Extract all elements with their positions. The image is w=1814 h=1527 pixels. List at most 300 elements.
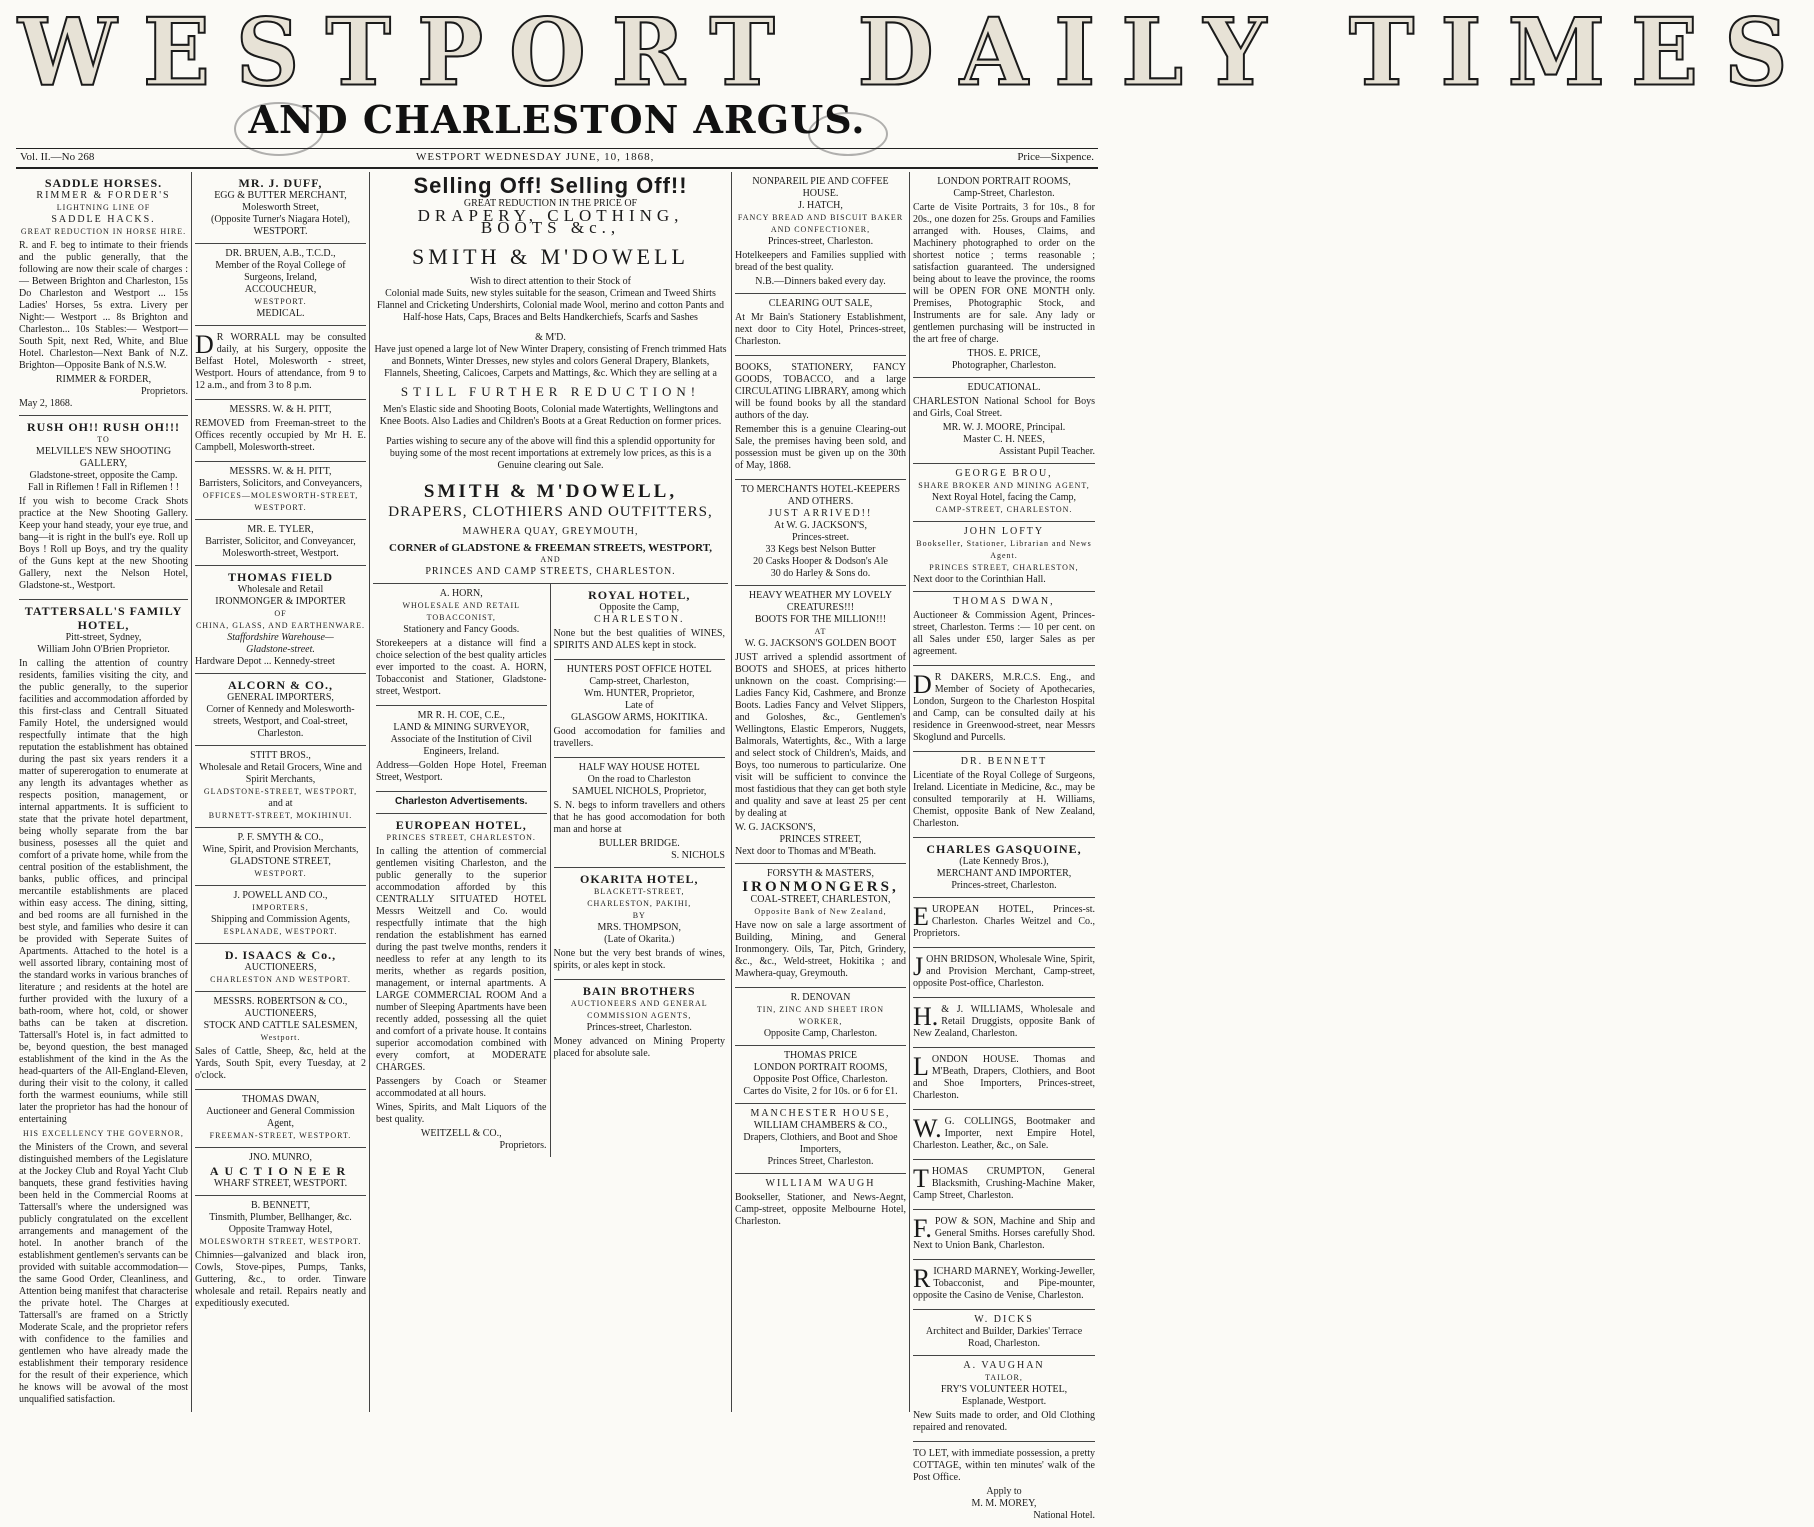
ad-body: Cartes do Visite, 2 for 10s. or 6 for £1.: [743, 1086, 898, 1097]
ad-tattersalls-hotel: [19, 600, 188, 1413]
ad-subline: and at: [268, 798, 293, 809]
ad-heading: HUNTERS POST OFFICE HOTEL: [566, 664, 712, 675]
ad-heading: SADDLE HORSES.: [44, 176, 163, 190]
ad-subline: LIGHTNING LINE OF: [56, 203, 151, 212]
ad-worrall: [195, 326, 366, 400]
issue-date: WESTPORT WEDNESDAY JUNE, 10, 1868,: [416, 151, 655, 163]
ad-proprietor: J. HATCH,: [798, 200, 843, 211]
ad-heading: J. POWELL AND CO.,: [233, 890, 328, 901]
ad-body: Barrister, Solicitor, and Conveyancer,: [205, 536, 356, 547]
ad-subline: GLASGOW ARMS, HOKITIKA.: [571, 712, 708, 723]
ad-subheading: SADDLE HACKS.: [51, 214, 156, 225]
ad-body: New Suits made to order, and Old Clothing repaired and renovated.: [913, 1410, 1095, 1433]
ad-body: R. and F. beg to intimate to their friends and the public generally, that the following are now their scale of charges :— Between Brighton and Charleston, 15s Do Charleston and Westport ... 15s Ladies' Horses, 5s extra. Livery per Night:— Westport ... 8s Brighton and Charleston... 10s Stables:— Westport—South Spit, next Red, White, and Blue Hotel. Charleston—Next Bank of N.Z. Brighton—Opposite Bank of N.S.W.: [19, 240, 188, 371]
ad-heading: DR. BRUEN, A.B., T.C.D.,: [225, 248, 336, 259]
ad-london-portrait: [913, 172, 1095, 378]
ad-body: JOHN BRIDSON, Wholesale Wine, Spirit, and Provision Merchant, Camp-street, opposite Post-office, Charleston.: [913, 952, 1095, 989]
ad-heading: HALF WAY HOUSE HOTEL: [578, 762, 700, 773]
ad-half-way-house: [554, 758, 726, 868]
ad-golden-boot: [735, 586, 906, 864]
center-left-column: [373, 584, 551, 1157]
section-heading: Charleston Advertisements.: [395, 796, 528, 807]
ad-address: Gladstone-street, opposite the Camp.: [29, 470, 178, 481]
center-sub-columns: [373, 584, 728, 1157]
ad-body: DR DAKERS, M.R.C.S. Eng., and Member of Society of Apothecaries, London, Surgeon to the Charleston Hospital and Camp, can be consulted daily at his residence in Greenwood-street, near Messrs Skoglund and Purcells.: [913, 670, 1095, 743]
ad-body: Barristers, Solicitors, and Conveyancers,: [198, 478, 363, 489]
ad-subline: GREAT REDUCTION IN HORSE HIRE.: [20, 227, 187, 236]
ad-address: Opposite Post Office, Charleston.: [753, 1074, 888, 1085]
ad-trade: GENERAL IMPORTERS,: [227, 692, 334, 703]
ad-body: REMOVED from Freeman-street to the Offices recently occupied by Mr H. E. Campbell, Molesworth-street.: [195, 418, 366, 453]
ad-body: Money advanced on Mining Property placed for absolute sale.: [553, 1036, 725, 1059]
ad-trade: LONDON PORTRAIT ROOMS,: [753, 1062, 888, 1073]
ad-address: Esplanade, Westport.: [961, 1396, 1047, 1407]
ad-role: ACCOUCHEUR,: [244, 284, 317, 295]
ad-heading: W. DICKS: [974, 1314, 1034, 1325]
ad-heading: NONPAREIL PIE AND COFFEE HOUSE.: [752, 176, 889, 199]
ad-gasquoine: [913, 838, 1095, 898]
ad-saddle-horses: [19, 172, 188, 416]
ad-bain-brothers: [554, 980, 726, 1067]
ad-body: S. N. begs to inform travellers and others that he has good accomodation for both man and horse at: [553, 800, 725, 835]
ad-heading: FORSYTH & MASTERS,: [767, 868, 874, 879]
ad-munro: [195, 1148, 366, 1196]
ad-address: BLACKETT-STREET,: [594, 887, 685, 896]
ad-heading: THOMAS FIELD: [227, 570, 333, 584]
ad-body: Storekeepers at a distance will find a choice selection of the best quality articles ever imported to the coast. A. HORN, Tobacconist and Stationer, Gladstone-street, Westport.: [376, 638, 547, 697]
ad-duff: [195, 172, 366, 244]
ad-signature: THOS. E. PRICE,: [967, 348, 1041, 359]
ad-address: ESPLANADE, WESTPORT.: [223, 927, 338, 936]
ad-trade: DRAPERS, CLOTHIERS AND OUTFITTERS,: [388, 504, 713, 520]
ad-robertson: [195, 992, 366, 1090]
ad-address: Camp-street, Charleston,: [589, 676, 690, 687]
ad-signature: M. M. MOREY,: [971, 1498, 1037, 1509]
ad-heading: R. DENOVAN: [790, 992, 851, 1003]
ad-trade: IRONMONGERS,: [742, 879, 899, 895]
ad-heading: BAIN BROTHERS: [582, 984, 696, 998]
ad-address: PRINCES STREET, CHARLESTON,: [929, 563, 1079, 572]
ad-educational: [913, 378, 1095, 464]
ad-body: None but the best qualities of WINES, SPIRITS AND ALES kept in stock.: [553, 628, 725, 651]
ad-thomas-price: [735, 1046, 906, 1104]
ad-tyler: [195, 520, 366, 566]
ad-pitt-removed: [195, 400, 366, 462]
ad-stitt: [195, 746, 366, 828]
ad-heading: ALCORN & CO.,: [228, 678, 333, 692]
ad-subline: (Late of Okarita.): [604, 934, 675, 945]
ad-address: PRINCES STREET, CHARLESTON.: [386, 833, 536, 842]
ad-waugh: [735, 1174, 906, 1235]
ad-bennett-tinsmith: [195, 1196, 366, 1317]
masthead: [0, 0, 1814, 142]
ad-heading: MESSRS. W. & H. PITT,: [229, 404, 332, 415]
ad-address: Princes-street, Charleston.: [586, 1022, 692, 1033]
ad-heading: CLEARING OUT SALE,: [768, 298, 873, 309]
ad-firm: SMITH & M'DOWELL: [412, 244, 689, 269]
ad-trade: IRONMONGER & IMPORTER: [215, 596, 346, 607]
ad-heading: MESSRS. ROBERTSON & CO.,: [213, 996, 348, 1007]
ad-role: Proprietors.: [141, 386, 188, 397]
ad-heading: ROYAL HOTEL,: [588, 588, 691, 602]
ad-williams: [913, 998, 1095, 1048]
ad-london-house: [913, 1048, 1095, 1110]
ad-trade: EGG & BUTTER MERCHANT,: [214, 190, 347, 201]
ad-address: CORNER of GLADSTONE & FREEMAN STREETS, WESTPORT,: [389, 542, 712, 554]
ad-note: Remember this is a genuine Clearing-out Sale, the premises having been sold, and possession must be given up on the 30th of May, 1868.: [735, 424, 906, 471]
ad-town: Charleston.: [257, 728, 304, 739]
ad-shooting-gallery: [19, 416, 188, 600]
ad-trade: LAND & MINING SURVEYOR,: [393, 722, 530, 733]
ad-role: IMPORTERS,: [252, 903, 309, 912]
ad-body: EUROPEAN HOTEL, Princes-st. Charleston. Charles Weitzel and Co., Proprietors.: [913, 902, 1095, 939]
ad-subline: GREAT REDUCTION IN THE PRICE OF: [463, 198, 638, 209]
ad-firm: W. G. JACKSON'S GOLDEN BOOT: [744, 638, 897, 649]
ad-heading: MANCHESTER HOUSE,: [750, 1108, 891, 1119]
ad-address: Opposite Tramway Hotel,: [228, 1224, 333, 1235]
ad-town: WESTPORT.: [254, 503, 307, 512]
ad-body: In calling the attention of country residents, families visiting the city, and the public generally, to the superior facilities and accommodation afforded by this first-class and Centrall Situated Family Hotel, the undersigned would respectfully intimate that the high reputation the establishment has obtained during the past six years renders it a matter of supererogation to enumerate at any length its advantages whether as respects position, management, or internal appartments. It is sufficient to state that the private hotel department, being wholly separate from the bar business, posesses all the quiet and comfort of a private home, while from the central position of the establishment, the banks, public offices, and principal mercantile establishments are placed within easy access. The dining, sitting, and bed rooms are all furnished in the best style, and families who desire it can be provided with Seperate Suites of Apartments. Attached to the hotel is a well assorted library, containing most of the standard works in various branches of literature ; and residents at the hotel are further provided with the luxury of a bath-room, where hot, cold, or shower baths can be taken at discretion. Tattersall's Hotel is, in fact admitted to be, beyond question, the best managed establishment of the kind in the As the head-quarters of the All-England-Eleven, during their visit to the colony, it called forth the warmest eouniums, while still later the proprietor has had the honour of entertaining: [19, 658, 188, 1125]
ad-pitt-barristers: [195, 462, 366, 520]
ad-proprietor: WILLIAM CHAMBERS & CO.,: [753, 1120, 888, 1131]
ad-heading: MR. E. TYLER,: [247, 524, 314, 535]
ad-subheading: DRAPERY, CLOTHING, BOOTS &c.,: [417, 206, 684, 237]
ad-subline: AND: [540, 555, 561, 564]
ad-subline: & M'D.: [535, 332, 566, 343]
ad-role: AUCTIONEERS,: [244, 962, 317, 973]
ad-dicks: [913, 1310, 1095, 1356]
column-5: [910, 172, 1098, 1521]
newspaper-subtitle: AND CHARLESTON ARGUS.: [248, 97, 866, 142]
ad-subheading: STILL FURTHER REDUCTION!: [400, 384, 701, 399]
ad-heading: THOMAS PRICE: [783, 1050, 858, 1061]
ad-signature: WEITZELL & CO.,: [420, 1128, 502, 1139]
ad-okarita-hotel: [554, 868, 726, 980]
ad-address: Molesworth-street, Westport.: [222, 548, 339, 559]
ad-address: Next Royal Hotel, facing the Camp,: [931, 492, 1077, 503]
ad-address: Next door to Thomas and M'Beath.: [735, 846, 877, 857]
ad-date: May 2, 1868.: [19, 398, 73, 409]
ad-body: JUST arrived a splendid assortment of BOOTS and SHOES, at prices hitherto unknown on the coast. Comprising:— Ladies Fancy Kid, Cashmere, and Bronze Boots. Ladies Fancy and Velvet Slippers, and Goloshes, &c., Gentlemen's Wellingtons, Elastic Emperors, Nuggets, Balmorals, Watertights, &c., With a large and select stock of Children's, Maids, and Boys, too numerous to particularize. One visit will be sufficient to convince the most fastidious that they can get both style and quality and save at least 25 per cent by dealing at: [735, 652, 906, 819]
ad-isaacs: [195, 944, 366, 992]
ad-subline: Stationery and Fancy Goods.: [403, 624, 520, 635]
ad-firm: SMITH & M'DOWELL,: [423, 481, 678, 502]
ad-subheading: JUST ARRIVED!!: [768, 508, 873, 519]
ad-dr-bennett: [913, 752, 1095, 838]
ad-body: RICHARD MARNEY, Working-Jeweller, Tobacconist, and Pipe-mounter, opposite the Casino de Venise, Charleston.: [913, 1264, 1095, 1301]
ad-body: BOOKS, STATIONERY, FANCY GOODS, TOBACCO, and a large CIRCULATING LIBRARY, among which will be found books by all the standard authors of the day.: [735, 362, 906, 421]
ad-proprietor: MRS. THOMPSON,: [597, 922, 681, 933]
ad-royal-hotel: [554, 584, 726, 660]
ad-trade: STOCK AND CATTLE SALESMEN,: [203, 1020, 358, 1031]
ad-heading: P. F. SMYTH & CO.,: [237, 832, 324, 843]
ad-john-lofty: [913, 522, 1095, 592]
ad-heading: EUROPEAN HOTEL,: [395, 818, 527, 832]
ad-manchester-house: [735, 1104, 906, 1174]
ad-address: Corner of Kennedy and Molesworth-streets, Westport, and Coal-street,: [206, 704, 355, 727]
ad-subline: BULLER BRIDGE.: [598, 838, 680, 849]
volume-number: Vol. II.—No 268: [20, 151, 95, 163]
ad-role: AUCTIONEER: [209, 1164, 352, 1178]
ad-european-hotel: [376, 814, 547, 1157]
ad-signature: W. G. JACKSON'S,: [735, 822, 816, 833]
newspaper-title: WESTPORT DAILY TIMES: [18, 0, 1814, 107]
ad-body: W.G. COLLINGS, Bootmaker and Importer, next Empire Hotel, Charleston. Leather, &c., on Sale.: [913, 1114, 1095, 1151]
ad-trade: Bookseller, Stationer, Librarian and News Agent.: [916, 539, 1092, 560]
ad-subline: TO: [97, 435, 110, 444]
ad-address: Opposite Camp, Charleston.: [763, 1028, 878, 1039]
ad-address: GLADSTONE STREET,: [230, 856, 331, 867]
ad-books-stationery: [735, 356, 906, 480]
ad-powell: [195, 886, 366, 944]
price: Price—Sixpence.: [1017, 151, 1094, 163]
ad-address: MOLESWORTH STREET, WESTPORT.: [199, 1237, 362, 1246]
ad-address: GLADSTONE-STREET, WESTPORT,: [203, 787, 358, 796]
ad-address: Opposite the Camp,: [599, 602, 680, 613]
ad-address: Molesworth Street,: [242, 202, 319, 213]
ad-subline: Late of: [624, 700, 654, 711]
ad-smith-mcdowell: [373, 172, 728, 584]
column-1: [16, 172, 192, 1412]
ad-trade: SHARE BROKER AND MINING AGENT,: [918, 481, 1090, 490]
ad-heading: MR R. H. COE, C.E.,: [417, 710, 505, 721]
ad-address: PRINCES STREET,: [779, 834, 862, 845]
section-charleston-ads: [376, 792, 547, 814]
ad-address: Address—Golden Hope Hotel, Freeman Street, Westport.: [376, 760, 547, 783]
column-4: [732, 172, 910, 1412]
ad-body: Men's Elastic side and Shooting Boots, Colonial made Watertights, Wellingtons and Knee Boots. Also Ladies and Children's Boots at a Great Reduction on former prices.: [379, 404, 722, 427]
ad-subline: CHINA, GLASS, AND EARTHENWARE.: [195, 621, 366, 630]
ad-address: CAMP-STREET, CHARLESTON.: [935, 505, 1073, 514]
ad-heading: DR. BENNETT: [960, 756, 1048, 767]
ad-body: H.& J. WILLIAMS, Wholesale and Retail Druggists, opposite Bank of New Zealand, Charleston.: [913, 1002, 1095, 1039]
ad-subline: AT: [814, 627, 827, 636]
ad-signature: RIMMER & FORDER,: [55, 374, 152, 385]
ad-trade: Wholesale and Retail: [237, 584, 324, 595]
ad-address: BURNETT-STREET, MOKIHINUI.: [208, 811, 353, 820]
ad-smyth: [195, 828, 366, 886]
ad-town: CHARLESTON.: [594, 614, 685, 625]
ad-trade: FANCY BREAD AND BISCUIT BAKER AND CONFECTIONER,: [737, 213, 904, 234]
ad-heading: WILLIAM WAUGH: [765, 1178, 876, 1189]
ad-body: Member of the Royal College of Surgeons, Ireland,: [215, 260, 346, 283]
ad-heading: Selling Off! Selling Off!!: [413, 173, 688, 198]
ad-role: TAILOR,: [985, 1373, 1023, 1382]
ad-subline: (Late Kennedy Bros.),: [959, 856, 1049, 867]
ad-heading: LONDON PORTRAIT ROOMS,: [937, 176, 1071, 187]
ad-heading: MESSRS. W. & H. PITT,: [229, 466, 332, 477]
ad-address: CHARLESTON AND WESTPORT.: [210, 975, 351, 984]
ad-denovan: [735, 988, 906, 1046]
ad-heading: RUSH OH!! RUSH OH!!!: [27, 420, 180, 434]
ad-heading: CHARLES GASQUOINE,: [926, 842, 1082, 856]
ad-body: Wines, Spirits, and Malt Liquors of the best quality.: [376, 1102, 547, 1125]
ad-firm: RIMMER & FORDER'S: [36, 190, 171, 201]
ad-trade: Wholesale and Retail Grocers, Wine and Spirit Merchants,: [199, 762, 362, 785]
ad-body: Licentiate of the Royal College of Surgeons, Ireland. Licentiate in Medicine, &c., may be consulted temporarily at H. Williams, Chemist, opposite Bank of New Zealand, Charleston.: [913, 770, 1095, 829]
ad-trade: Wine, Spirit, and Provision Merchants,: [202, 844, 359, 855]
ad-heading: THOMAS DWAN,: [241, 1094, 320, 1105]
ad-list-item: Assistant Pupil Teacher.: [998, 446, 1095, 457]
ad-subline: At W. G. JACKSON'S,: [774, 520, 867, 531]
ad-address: Camp-Street, Charleston.: [953, 188, 1055, 199]
ad-european-hotel-short: [913, 898, 1095, 948]
ad-body: Sales of Cattle, Sheep, &c, held at the Yards, South Spit, every Tuesday, at 2 o'clock.: [195, 1046, 366, 1081]
ad-address: MAWHERA QUAY, GREYMOUTH,: [462, 526, 639, 537]
ad-address: Opposite Bank of New Zealand,: [754, 907, 887, 916]
ad-body: Passengers by Coach or Steamer accommodated at all hours.: [376, 1076, 547, 1099]
ad-address: Princes-street, Charleston.: [951, 880, 1057, 891]
ad-trade: TIN, ZINC AND SHEET IRON WORKER,: [756, 1005, 885, 1026]
ad-body: LONDON HOUSE. Thomas and M'Beath, Drapers, Clothiers, and Boot and Shoe Importers, Princes-street, Charleston.: [913, 1052, 1095, 1101]
ad-body: THOMAS CRUMPTON, General Blacksmith, Crushing-Machine Maker, Camp Street, Charleston.: [913, 1164, 1095, 1201]
column-2: [192, 172, 370, 1412]
ad-heading: HEAVY WEATHER MY LOVELY CREATURES!!!: [748, 590, 893, 613]
ad-jackson-arrivals: [735, 480, 906, 586]
ad-note: N.B.—Dinners baked every day.: [755, 276, 886, 287]
ad-subline: HIS EXCELLENCY THE GOVERNOR,: [23, 1129, 184, 1138]
ad-nonpareil: [735, 172, 906, 294]
ad-body: Chimnies—galvanized and black iron, Cowls, Stove-pipes, Pumps, Tanks, Guttering, &c., to order. Tinware wholesale and retail. Repairs neatly and expeditiously executed.: [195, 1250, 366, 1309]
ad-dwan: [195, 1090, 366, 1148]
ad-address: FREEMAN-STREET, WESTPORT.: [209, 1131, 352, 1140]
ad-trade: MERCHANT AND IMPORTER,: [936, 868, 1072, 879]
ad-body: Wish to direct attention to their Stock of: [470, 276, 631, 287]
ad-signature: S. NICHOLS: [671, 850, 725, 861]
ad-list-item: MR. W. J. MOORE, Principal.: [942, 422, 1066, 433]
ad-thomas-field: [195, 566, 366, 674]
ad-list-item: 33 Kegs best Nelson Butter: [765, 544, 876, 555]
ad-address: Princes-street, Charleston.: [767, 236, 874, 247]
ad-address: Princes-street.: [792, 532, 849, 543]
ad-firm: MELVILLE'S NEW SHOOTING GALLERY,: [35, 446, 172, 469]
ad-body: Good accomodation for families and travellers.: [553, 726, 725, 749]
ad-body: Colonial made Suits, new styles suitable for the season, Crimean and Tweed Shirts Flannel and Cricketing Undershirts, Colonial made Wool, merino and cotton Pants and Half-hose Hats, Caps, Braces and Belts Handkerchiefs, Scarfs and Sashes: [376, 288, 724, 323]
ad-role: AUCTIONEERS,: [244, 1008, 317, 1019]
ad-body: None but the very best brands of wines, spirits, or ales kept in stock.: [553, 948, 725, 971]
ad-body: Have now on sale a large assortment of Building, Mining, and General Ironmongery. Oils, Tar, Pitch, Grindery, &c., &c., Weld-street, Hokitika ; and Mawhera-quay, Greymouth.: [735, 920, 906, 979]
ad-list-item: 20 Casks Hooper & Dodson's Ale: [753, 556, 888, 567]
ad-body: Bookseller, Stationer, and News-Aegnt, Camp-street, opposite Melbourne Hotel, Charleston.: [735, 1192, 906, 1227]
ad-list-item: Master C. H. NEES,: [963, 434, 1045, 445]
ad-body: Carte de Visite Portraits, 3 for 10s., 8 for 20s., one dozen for 25s. Groups and Families arranged with. Houses, Claims, and Machinery photographed to order on the shortest notice ; terms reasonable ; satisfaction guaranteed. The undersigned being about to leave the province, the rooms will be OPEN FOR ONE MONTH only. Premises, Photographic Stock, and Instruments are for sale. Any lady or gentlemen purchasing will be instructed in the art free of charge.: [913, 202, 1095, 345]
ad-address: PRINCES AND CAMP STREETS, CHARLESTON.: [425, 566, 676, 577]
ad-role: Proprietors.: [499, 1140, 547, 1151]
ad-clearing-out-sale: [735, 294, 906, 356]
ad-heading: B. BENNETT,: [251, 1200, 310, 1211]
ad-address: (Opposite Turner's Niagara Hotel),: [211, 214, 350, 225]
ad-heading: TO MERCHANTS HOTEL-KEEPERS AND OTHERS.: [740, 484, 901, 507]
ad-role: National Hotel.: [1033, 1510, 1095, 1521]
ad-role: Photographer, Charleston.: [951, 360, 1057, 371]
ad-body: If you wish to become Crack Shots practice at the New Shooting Gallery. Keep your hand steady, your eye true, and bang—it is right in the bull's eye. Roll up Boys ! Roll up Boys, and try the quality of the Guns kept at the new Shooting Gallery, next the Nelson Hotel, Gladstone-st., Westport.: [19, 496, 188, 591]
ad-heading: JNO. MUNRO,: [248, 1152, 313, 1163]
ad-proprietor: Wm. HUNTER, Proprietor,: [584, 688, 695, 699]
ad-address: Hardware Depot ... Kennedy-street: [195, 656, 335, 667]
ad-collings: [913, 1110, 1095, 1160]
center-columns: [370, 172, 732, 1412]
ad-town: WESTPORT.: [254, 869, 307, 878]
ad-coe: [376, 706, 547, 792]
ad-body: TO LET, with immediate possession, a pretty COTTAGE, within ten minutes' walk of the Post Office.: [913, 1448, 1095, 1483]
ad-address: Staffordshire Warehouse—: [227, 632, 334, 643]
ad-proprietor: SAMUEL NICHOLS, Proprietor,: [572, 786, 707, 797]
ad-bridson: [913, 948, 1095, 998]
ad-heading: D. ISAACS & Co.,: [224, 948, 337, 962]
ad-heading: OKARITA HOTEL,: [580, 872, 699, 886]
ad-trade: Tinsmith, Plumber, Bellhanger, &c.: [209, 1212, 352, 1223]
ad-address: WHARF STREET, WESTPORT.: [213, 1178, 348, 1189]
ad-heading: TATTERSALL'S FAMILY HOTEL,: [24, 604, 183, 632]
ad-subline: OF: [274, 609, 287, 618]
ad-trade: Drapers, Clothiers, and Boot and Shoe Importers,: [743, 1132, 898, 1155]
ad-address: COAL-STREET, CHARLESTON,: [750, 894, 891, 905]
ad-address: FRY'S VOLUNTEER HOTEL,: [940, 1384, 1068, 1395]
ad-body: F.POW & SON, Machine and Ship and General Smiths. Horses carefully Shod. Next to Union Bank, Charleston.: [913, 1214, 1095, 1251]
ad-subline: Fall in Riflemen ! Fall in Riflemen ! !: [27, 482, 180, 493]
ad-proprietor: William John O'Brien Proprietor.: [37, 644, 170, 655]
ad-heading: THOMAS DWAN,: [953, 596, 1055, 607]
ad-hunters-hotel: [554, 660, 726, 758]
ad-horn: [376, 584, 547, 706]
dateline-bar: [16, 148, 1098, 169]
ad-address: OFFICES—MOLESWORTH-STREET,: [202, 491, 359, 500]
ad-crumpton: [913, 1160, 1095, 1210]
ad-heading: MR. J. DUFF,: [238, 176, 323, 190]
ad-george-brou: [913, 464, 1095, 522]
ad-body: Associate of the Institution of Civil Engineers, Ireland.: [390, 734, 532, 757]
ad-body: At Mr Bain's Stationery Establishment, next door to City Hotel, Princes-street, Charleston.: [735, 312, 906, 347]
ad-heading: A. HORN,: [439, 588, 483, 599]
ad-town: WESTPORT.: [253, 226, 308, 237]
ad-address: On the road to Charleston: [587, 774, 691, 785]
ad-thomas-dwan: [913, 592, 1095, 666]
ad-trade: WHOLESALE AND RETAIL TOBACCONIST,: [402, 601, 521, 622]
ad-body: Architect and Builder, Darkies' Terrace Road, Charleston.: [925, 1326, 1083, 1349]
ad-address: Gladstone-street.: [246, 644, 315, 655]
ad-heading: JOHN LOFTY: [963, 526, 1045, 537]
ad-heading: STITT BROS.,: [250, 750, 311, 761]
ad-vaughan: [913, 1356, 1095, 1442]
ad-body: Have just opened a large lot of New Winter Drapery, consisting of French trimmed Hats and Bonnets, Winter Dresses, new styles and colors General Drapery, Blankets, Flannels, Sheeting, Calicoes, Carpets and Mattings, &c. Which they are selling at a: [374, 344, 727, 379]
ad-town: WESTPORT.: [254, 297, 307, 306]
ad-body: Hotelkeepers and Families supplied with bread of the best quality.: [735, 250, 906, 273]
ad-to-let: [913, 1442, 1095, 1527]
ad-heading: GEORGE BROU,: [955, 468, 1053, 479]
ad-list-item: 30 do Harley & Sons do.: [770, 568, 871, 579]
ad-alcorn: [195, 674, 366, 746]
ad-subline: BY: [632, 911, 646, 920]
ad-forsyth-masters: [735, 864, 906, 988]
ad-body: the Ministers of the Crown, and several distinguished members of the Legislature at the Jockey Club and Royal Yacht Club banquets, these grand festivities having been held in the Commercial Rooms at Tattersall's where the undersigned was publicly congratulated on the excellent arrangements and management of the hotel. In another branch of the establishment gentlemen's servants can be provided with suitable accommodation— the same Good Order, Cleanliness, and Attention being manifest that characterise the private hotel. The Charges at Tattersall's are framed on a Strictly Moderate Scale, and the proprietor refers with confidence to the families and gentlemen who have already made the establishment their temporary residence for the result of their experience, which he knows will be avowal of the most unqualified satisfaction.: [19, 1142, 188, 1405]
ad-address: Princes Street, Charleston.: [767, 1156, 874, 1167]
ad-subheading: BOOTS FOR THE MILLION!!!: [754, 614, 887, 625]
ad-body: DR WORRALL may be consulted daily, at his Surgery, opposite the Belfast Hotel, Molesworth - street, Westport. Hours of attendance, from 9 to 12 a.m., and from 3 to 8 p.m.: [195, 330, 366, 391]
ad-body: Parties wishing to secure any of the above will find this a splendid opportunity for buying some of the most recent importations at extremely low prices, as this is a Genuine clearing out Sale.: [386, 436, 715, 471]
ad-trade: AUCTIONEERS AND GENERAL COMMISSION AGENTS,: [570, 999, 708, 1020]
ad-bruen: [195, 244, 366, 326]
ad-address: Pitt-street, Sydney,: [65, 632, 142, 643]
ad-heading: EDUCATIONAL.: [967, 382, 1041, 393]
ad-address: Next door to the Corinthian Hall.: [913, 574, 1046, 585]
ad-town: Westport.: [260, 1033, 301, 1042]
center-right-column: [551, 584, 729, 1157]
ad-body: In calling the attention of commercial gentlemen visiting Charleston, and the public generally to the superior accommodation afforded by this CENTRALLY SITUATED HOTEL Messrs Weitzell and Co. would respectfully intimate that the high rendation the establishment has earned during the past twelve months, renders it needless to refer at any length to its merits, whether as regards position, management, or internal apartments. A LARGE COMMERCIAL ROOM And a number of Sleeping Apartments have been recently added, possessing all the quiet and comfort of a private house. It contains superior accomodation combined with every comfort, at MODERATE CHARGES.: [376, 846, 547, 1073]
ad-pow: [913, 1210, 1095, 1260]
ad-heading: MEDICAL.: [256, 308, 305, 319]
ad-body: Auctioneer and General Commission Agent,: [206, 1106, 355, 1129]
ad-trade: Shipping and Commission Agents,: [211, 914, 350, 925]
